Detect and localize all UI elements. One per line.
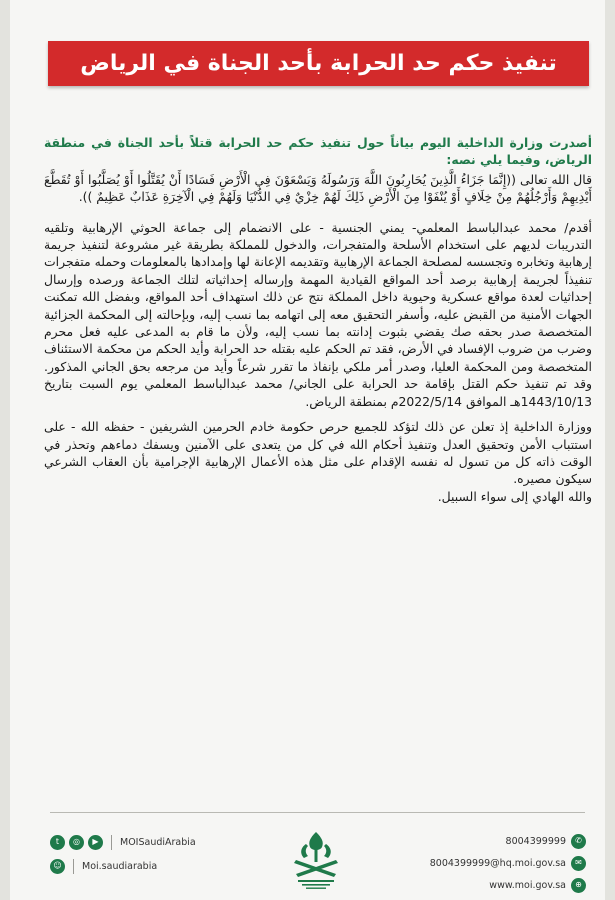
phone-number: 8004399999 [505, 835, 566, 847]
contact-email[interactable] [429, 852, 586, 874]
email-icon: ✉ [571, 856, 586, 871]
social-row-secondary [50, 854, 220, 878]
footer-divider [50, 812, 585, 813]
ministry-emblem-icon [284, 830, 348, 892]
snapchat-handle[interactable]: Moi.saudiarabia [82, 860, 158, 872]
contact-website[interactable] [486, 874, 586, 896]
whatsapp-icon: ✆ [571, 834, 586, 849]
headline-title: تنفيذ حكم حد الحرابة بأحد الجناة في الرياض [80, 51, 557, 76]
instagram-icon[interactable]: ◎ [69, 835, 84, 850]
youtube-icon[interactable]: ▶ [88, 835, 103, 850]
quran-verse: قال الله تعالى ((إِنَّمَا جَزَاءُ الَّذِينَ يُحَارِبُونَ اللَّهَ وَرَسُولَهُ وَيَسْعَوْنَ فِي الْأَرْضِ فَسَادًا أَنْ يُقَتَّلُوا أَوْ يُصَلَّبُوا أَوْ تُقَطَّعَ أَيْدِيهِمْ وَأَرْجُلُهُمْ مِنْ خِلَافٍ أَوْ يُنْفَوْا مِنَ الْأَرْضِ ذَلِكَ لَهُمْ خِزْيٌ فِي الدُّنْيَا وَلَهُمْ فِي الْآخِرَةِ عَذَابٌ عَظِيمٌ )). [44, 171, 592, 205]
contact-phone[interactable] [486, 830, 586, 852]
contact-list [429, 830, 586, 896]
paragraph-ministry-statement: ووزارة الداخلية إذ تعلن عن ذلك لتؤكد للجميع حرص حكومة خادم الحرمين الشريفين - حفظه الله - على استتباب الأمن وتحقيق العدل وتنفيذ أحكام الله في كل من يتعدى على الآمنين ويسفك دماءهم وتحذر في الوقت ذاته كل من تسول له نفسه الإقدام على مثل هذه الأعمال الإرهابية الإجرامية بأن العقاب الشرعي سيكون مصيره. [44, 419, 592, 487]
headline-banner [48, 41, 589, 86]
twitter-handle[interactable]: MOISaudiArabia [120, 836, 196, 848]
social-separator [73, 859, 74, 874]
website-url: www.moi.gov.sa [489, 879, 566, 891]
paragraph-case-details: أقدم/ محمد عبدالباسط المعلمي- يمني الجنسية - على الانضمام إلى جماعة الحوثي الإرهابية وتلقيه التدريبات لديهم على استخدام الأسلحة والمتفجرات، والدخول للمملكة بطريقة غير مشروعة لتنفيذ جريمة إرهابية وتخابره وتجسسه لمصلحة الجماعة الإرهابية وتقديمه الإعانة لها وإمدادها بالمعلومات وحمله متفجرات تنفيذاً لجريمة إرهابية برصد أحد المواقع القيادية المهمة وإرساله إحداثياته لتلك الجماعة ورصده وإرسال إحداثيات لعدة مواقع عسكرية وحيوية داخل المملكة نتج عن ذلك استهداف أحد المواقع، وبفضل الله تمكنت الجهات الأمنية من القبض عليه، وأسفر التحقيق معه إلى اتهامه بما نسب إليه، وبإحالته إلى المحكمة الجزائية المتخصصة صدر بحقه صك يقضي بثبوت إدانته بما نسب إليه، ولأن ما قام به المدعى عليه فعل محرم وضرب من ضروب الإفساد في الأرض، فقد تم الحكم عليه بقتله حد الحرابة وأيد الحكم من محكمة الاستئناف المتخصصة ومن المحكمة العليا، وصدر أمر ملكي بإنفاذ ما تقرر شرعاً وأيد من مرجعه بحق الجاني المذكور. وقد تم تنفيذ حكم القتل بإقامة حد الحرابة على الجاني/ محمد عبدالباسط المعلمي يوم السبت بتاريخ 1443/10/13هـ الموافق 2022/5/14م بمنطقة الرياض. [44, 219, 592, 409]
social-separator [111, 835, 112, 850]
closing-line: والله الهادي إلى سواء السبيل. [437, 488, 592, 504]
social-links [50, 830, 220, 878]
social-row-primary [50, 830, 220, 854]
statement-body [44, 134, 592, 505]
web-icon: ⊕ [571, 878, 586, 893]
snapchat-icon[interactable]: ☺ [50, 859, 65, 874]
twitter-icon[interactable]: t [50, 835, 65, 850]
footer [10, 820, 615, 900]
statement-lead: أصدرت وزارة الداخلية اليوم بياناً حول تنفيذ حكم حد الحرابة قتلاً بأحد الجناة في منطقة الرياض، وفيما يلي نصه: [44, 135, 592, 168]
email-address: 8004399999@hq.moi.gov.sa [429, 857, 566, 869]
